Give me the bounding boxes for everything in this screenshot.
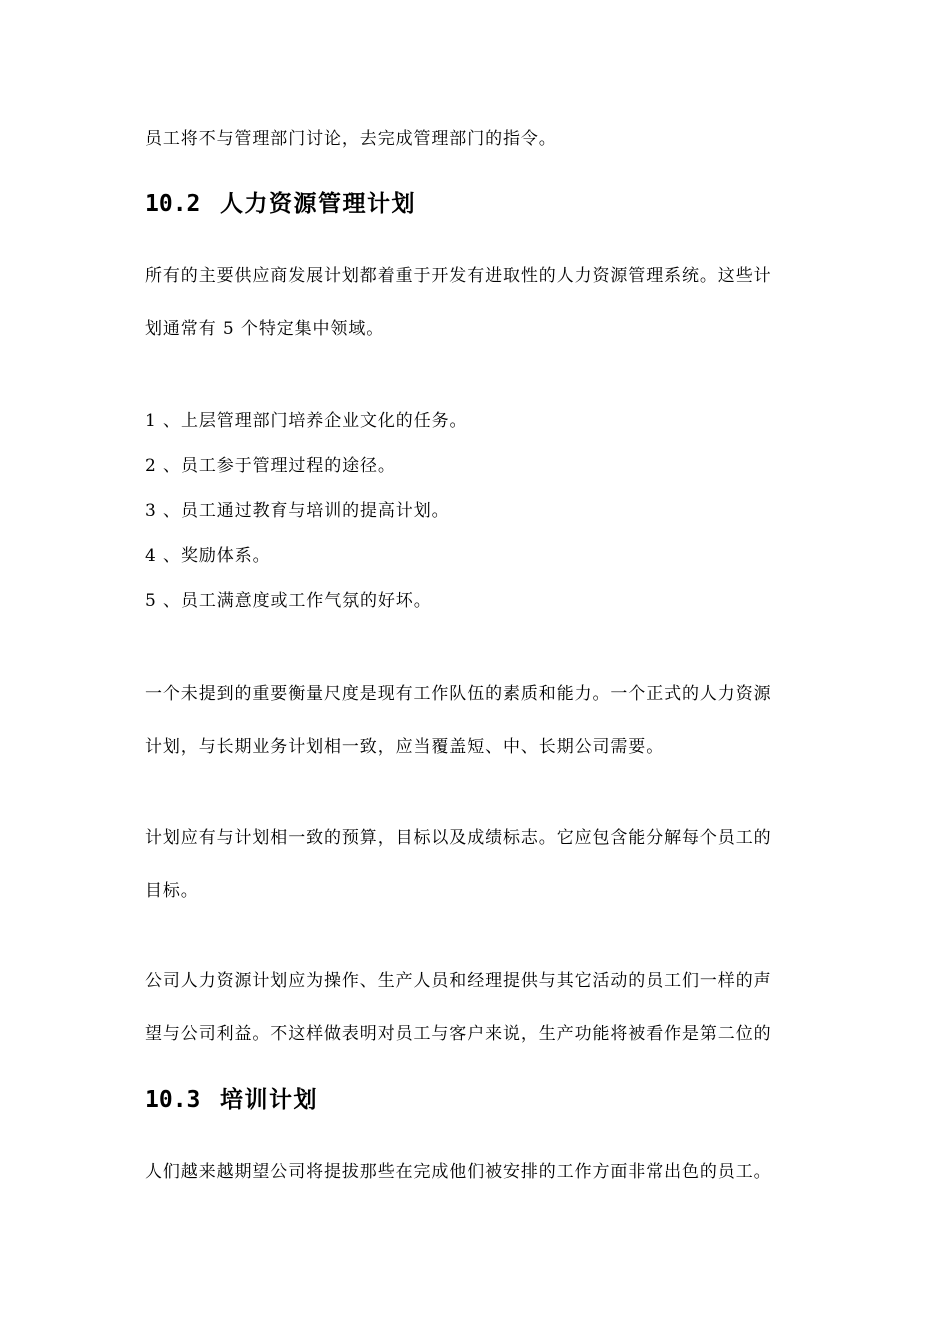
section-title: 培训计划 — [220, 1086, 318, 1113]
paragraph-line: 计划应有与计划相一致的预算，目标以及成绩标志。它应包含能分解每个员工的 — [145, 828, 772, 848]
list-item — [145, 409, 467, 433]
paragraph-line: 公司人力资源计划应为操作、生产人员和经理提供与其它活动的员工们一样的声 — [145, 971, 772, 991]
paragraph-line: 员工将不与管理部门讨论，去完成管理部门的指令。 — [145, 129, 557, 149]
section-heading-10-2 — [145, 189, 416, 219]
list-item-number: 3 、 — [145, 501, 181, 521]
list-item-number: 5 、 — [145, 591, 181, 611]
list-item-number: 2 、 — [145, 456, 181, 476]
list-item-number: 1 、 — [145, 411, 181, 431]
paragraph-line: 划通常有 5 个特定集中领域。 — [145, 319, 385, 339]
list-item-text: 奖励体系。 — [181, 546, 271, 566]
paragraph-line: 望与公司利益。不这样做表明对员工与客户来说，生产功能将被看作是第二位的 — [145, 1024, 772, 1044]
list-item-text: 员工通过教育与培训的提高计划。 — [181, 501, 450, 521]
list-item — [145, 454, 396, 478]
paragraph-line: 目标。 — [145, 881, 199, 901]
section-heading-10-3 — [145, 1085, 318, 1115]
list-item — [145, 499, 450, 523]
list-item — [145, 544, 271, 568]
paragraph-line: 一个未提到的重要衡量尺度是现有工作队伍的素质和能力。一个正式的人力资源 — [145, 684, 772, 704]
paragraph-line: 所有的主要供应商发展计划都着重于开发有进取性的人力资源管理系统。这些计 — [145, 266, 772, 286]
section-title: 人力资源管理计划 — [220, 190, 416, 217]
paragraph-line: 人们越来越期望公司将提拔那些在完成他们被安排的工作方面非常出色的员工。 — [145, 1162, 772, 1182]
list-item-text: 员工参于管理过程的途径。 — [181, 456, 396, 476]
list-item-number: 4 、 — [145, 546, 181, 566]
list-item — [145, 589, 432, 613]
list-item-text: 员工满意度或工作气氛的好坏。 — [181, 591, 432, 611]
section-number: 10.2 — [145, 191, 201, 217]
list-item-text: 上层管理部门培养企业文化的任务。 — [181, 411, 468, 431]
section-number: 10.3 — [145, 1087, 201, 1113]
paragraph-line: 计划，与长期业务计划相一致，应当覆盖短、中、长期公司需要。 — [145, 737, 665, 757]
